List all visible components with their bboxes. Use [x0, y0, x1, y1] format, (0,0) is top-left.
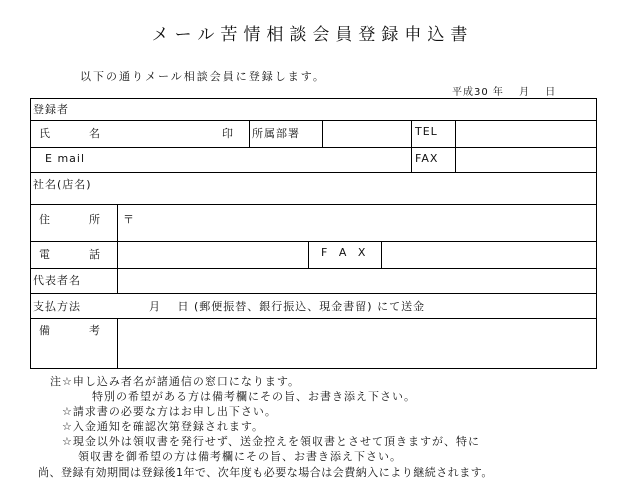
company-label: 社名(店名): [33, 178, 92, 191]
note-line: 特別の希望がある方は備考欄にその旨、お書き添え下さい。: [92, 390, 416, 403]
row-divider: [31, 318, 597, 319]
col-divider: [117, 318, 118, 369]
note-line: 領収書を御希望の方は備考欄にその旨、お書き添え下さい。: [78, 450, 402, 463]
email-label: E mail: [45, 152, 86, 165]
form-title: メール苦情相談会員登録申込書: [151, 25, 474, 45]
col-divider: [308, 241, 309, 268]
row-divider: [31, 172, 597, 173]
name-label: 氏 名: [39, 127, 114, 140]
intro-text: 以下の通りメール相談会員に登録します。: [80, 70, 326, 83]
row-divider: [31, 204, 597, 205]
application-date: 平成30 年 月 日: [452, 87, 557, 98]
payment-method-label: 支払方法: [33, 300, 81, 313]
tel-label: TEL: [415, 125, 438, 138]
col-divider: [249, 120, 250, 147]
registrant-heading: 登録者: [33, 103, 69, 116]
note-line: ☆現金以外は領収書を発行せず、送金控えを領収書とさせて頂きますが、特に: [62, 435, 480, 448]
address-label: 住 所: [39, 213, 114, 226]
col-divider: [455, 120, 456, 172]
payment-detail: 月 日 (郵便振替、銀行振込、現金書留) にて送金: [149, 300, 426, 313]
representative-label: 代表者名: [33, 274, 81, 287]
fax-label: FAX: [415, 152, 439, 165]
phone-label: 電 話: [39, 248, 114, 261]
row-divider: [31, 120, 597, 121]
col-divider: [322, 120, 323, 147]
note-line: ☆入金通知を確認次第登録されます。: [62, 420, 264, 433]
row-divider: [31, 147, 597, 148]
row-divider: [31, 241, 597, 242]
row-divider: [31, 268, 597, 269]
department-label: 所属部署: [252, 127, 300, 140]
remarks-label: 備 考: [39, 324, 114, 337]
col-divider: [411, 120, 412, 172]
fax-label-2: F A X: [321, 246, 370, 259]
note-line: 注☆申し込み者名が諸通信の窓口になります。: [50, 375, 300, 388]
col-divider: [381, 241, 382, 268]
seal-mark: 印: [222, 127, 234, 140]
note-line: ☆請求書の必要な方はお申し出下さい。: [62, 405, 277, 418]
registration-form-table: [30, 98, 597, 369]
col-divider: [117, 204, 118, 293]
row-divider: [31, 293, 597, 294]
note-line: 尚、登録有効期間は登録後1年で、次年度も必要な場合は会費納入により継続されます。: [38, 466, 493, 479]
postal-mark: 〒: [123, 213, 135, 226]
